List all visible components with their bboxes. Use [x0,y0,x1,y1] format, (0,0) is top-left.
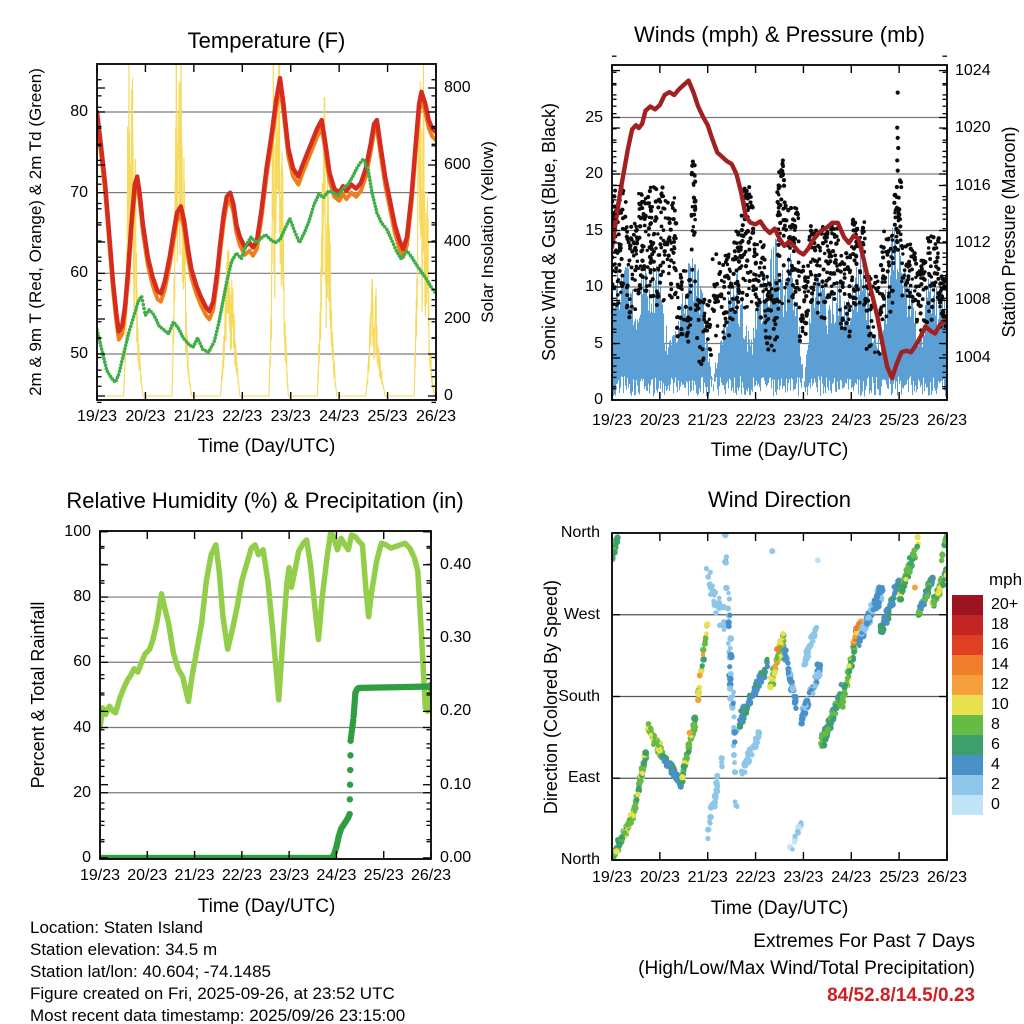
direction-y-tick-label: East [567,769,600,787]
wind-y-tick-label: 10 [585,278,603,295]
colorbar-cell [952,735,983,755]
station-info-footer [30,917,405,1024]
pressure-y-tick-label: 1020 [955,119,991,137]
x-tick-label: 19/23 [76,408,118,425]
colorbar-cell [952,595,983,615]
colorbar-level-label: 0 [991,796,1000,813]
direction-y-tick-label: West [563,605,600,623]
solar-y-tick-label: 200 [444,310,471,327]
pressure-y-tick-label: 1008 [955,291,991,309]
colorbar-cell [952,775,983,795]
colorbar-cell [952,615,983,635]
station-location: Location: Staten Island [30,918,203,937]
humidity-y-tick-label: 40 [73,718,91,736]
colorbar-units-label: mph [989,570,1023,589]
x-tick-label: 20/23 [639,412,680,429]
colorbar-level-label: 16 [991,636,1009,653]
temp-y-tick-label: 60 [70,264,88,282]
station-latlon: Station lat/lon: 40.604; -74.1485 [30,962,272,981]
direction-y-tick-label: South [558,687,600,705]
extremes-title: Extremes For Past 7 Days [753,931,975,952]
x-tick-label: 19/23 [79,867,121,884]
colorbar-cell [952,675,983,695]
winds-y-axis-label-right: Station Pressure (Maroon) [999,126,1019,338]
colorbar-level-label: 8 [991,716,1000,733]
winds-y-axis-label-left: Sonic Wind & Gust (Blue, Black) [539,102,559,362]
x-tick-label: 26/23 [410,867,452,884]
solar-y-tick-label: 600 [444,156,471,173]
humidity-y-tick-label: 20 [73,783,91,801]
humidity-y-tick-label: 0 [82,849,91,866]
colorbar-cell [952,635,983,655]
x-tick-label: 22/23 [735,869,776,886]
temp-y-tick-label: 70 [70,183,88,201]
winds-pressure-chart-title: Winds (mph) & Pressure (mb) [634,22,925,47]
x-tick-label: 23/23 [269,867,310,884]
pressure-y-tick-label: 1024 [955,61,991,79]
humidity-y-tick-label: 60 [73,653,91,671]
humidity-x-axis-label: Time (Day/UTC) [197,896,336,917]
humidity-y-tick-label: 100 [64,522,91,540]
solar-y-tick-label: 800 [444,79,471,96]
x-tick-label: 24/23 [831,412,872,429]
colorbar-level-label: 4 [991,756,1000,773]
colorbar-level-label: 10 [991,696,1009,713]
x-tick-label: 21/23 [173,408,214,425]
wind-y-tick-label: 15 [585,221,603,239]
pressure-y-tick-label: 1004 [955,348,991,366]
x-tick-label: 21/23 [687,412,728,429]
rain-y-tick-label: 0.20 [440,702,472,720]
x-tick-label: 26/23 [926,412,968,429]
extremes-summary [560,928,975,1009]
solar-y-tick-label: 400 [444,233,471,250]
colorbar-level-label: 20+ [991,596,1019,613]
colorbar-level-label: 14 [991,656,1009,673]
x-tick-label: 21/23 [174,867,215,884]
colorbar-level-label: 18 [991,616,1009,633]
x-tick-label: 19/23 [591,412,633,429]
x-tick-label: 25/23 [367,408,408,425]
colorbar-cell [952,715,983,735]
temperature-y-axis-label-right: Solar Insolation (Yellow) [478,141,497,323]
x-tick-label: 24/23 [319,408,360,425]
colorbar-level-label: 12 [991,676,1009,693]
wind-y-tick-label: 20 [585,165,603,182]
station-elevation: Station elevation: 34.5 m [30,940,218,959]
extremes-subtitle: (High/Low/Max Wind/Total Precipitation) [638,958,975,979]
wind-y-tick-label: 5 [594,334,603,352]
x-tick-label: 23/23 [783,869,824,886]
wind-direction-chart-title: Wind Direction [707,487,852,512]
temperature-chart-title: Temperature (F) [187,28,346,53]
rain-y-tick-label: 0.10 [440,775,472,793]
rain-y-tick-label: 0.40 [440,555,472,573]
x-tick-label: 25/23 [879,869,920,886]
data-timestamp: Most recent data timestamp: 2025/09/26 23:15:00 [30,1006,406,1024]
humidity-y-tick-label: 80 [73,588,91,606]
pressure-y-tick-label: 1012 [955,234,991,251]
x-tick-label: 25/23 [363,867,404,884]
colorbar-cell [952,695,983,715]
rain-y-tick-label: 0.00 [440,849,472,866]
x-tick-label: 24/23 [831,869,872,886]
x-tick-label: 20/23 [639,869,680,886]
x-tick-label: 22/23 [222,408,263,425]
temp-y-tick-label: 50 [70,345,88,362]
x-tick-label: 24/23 [316,867,357,884]
extremes-values: 84/52.8/14.5/0.23 [827,985,975,1006]
direction-y-tick-label: North [560,851,600,868]
x-tick-label: 23/23 [270,408,311,425]
colorbar-level-label: 6 [991,736,1000,753]
colorbar-cell [952,755,983,775]
pressure-y-tick-label: 1016 [955,176,991,194]
x-tick-label: 19/23 [591,869,633,886]
x-tick-label: 20/23 [127,867,168,884]
humidity-y-axis-label-left: Percent & Total Rainfall [28,601,48,789]
winds-x-axis-label: Time (Day/UTC) [710,440,849,461]
direction-x-axis-label: Time (Day/UTC) [710,898,849,919]
x-tick-label: 22/23 [735,412,776,429]
x-tick-label: 22/23 [221,867,262,884]
x-tick-label: 26/23 [926,869,968,886]
direction-y-axis-label-left: Direction (Colored By Speed) [541,579,561,815]
x-tick-label: 23/23 [783,412,824,429]
wind-speed-colorbar [952,595,983,815]
colorbar-cell [952,795,983,815]
solar-y-tick-label: 0 [444,387,453,404]
x-tick-label: 21/23 [687,869,728,886]
x-tick-label: 25/23 [879,412,920,429]
colorbar-cell [952,655,983,675]
rain-y-tick-label: 0.30 [440,629,472,647]
figure-created: Figure created on Fri, 2025-09-26, at 23:52 UTC [30,984,395,1003]
x-tick-label: 26/23 [415,408,457,425]
temperature-y-axis-label-left: 2m & 9m T (Red, Orange) & 2m Td (Green) [26,68,45,396]
colorbar-level-label: 2 [991,776,1000,793]
wind-y-tick-label: 0 [594,391,603,408]
wind-y-tick-label: 25 [585,108,603,126]
temp-y-tick-label: 80 [70,102,88,120]
humidity-precip-chart-title: Relative Humidity (%) & Precipitation (in) [66,488,464,513]
direction-y-tick-label: North [560,524,600,541]
temperature-x-axis-label: Time (Day/UTC) [197,436,336,457]
x-tick-label: 20/23 [125,408,166,425]
